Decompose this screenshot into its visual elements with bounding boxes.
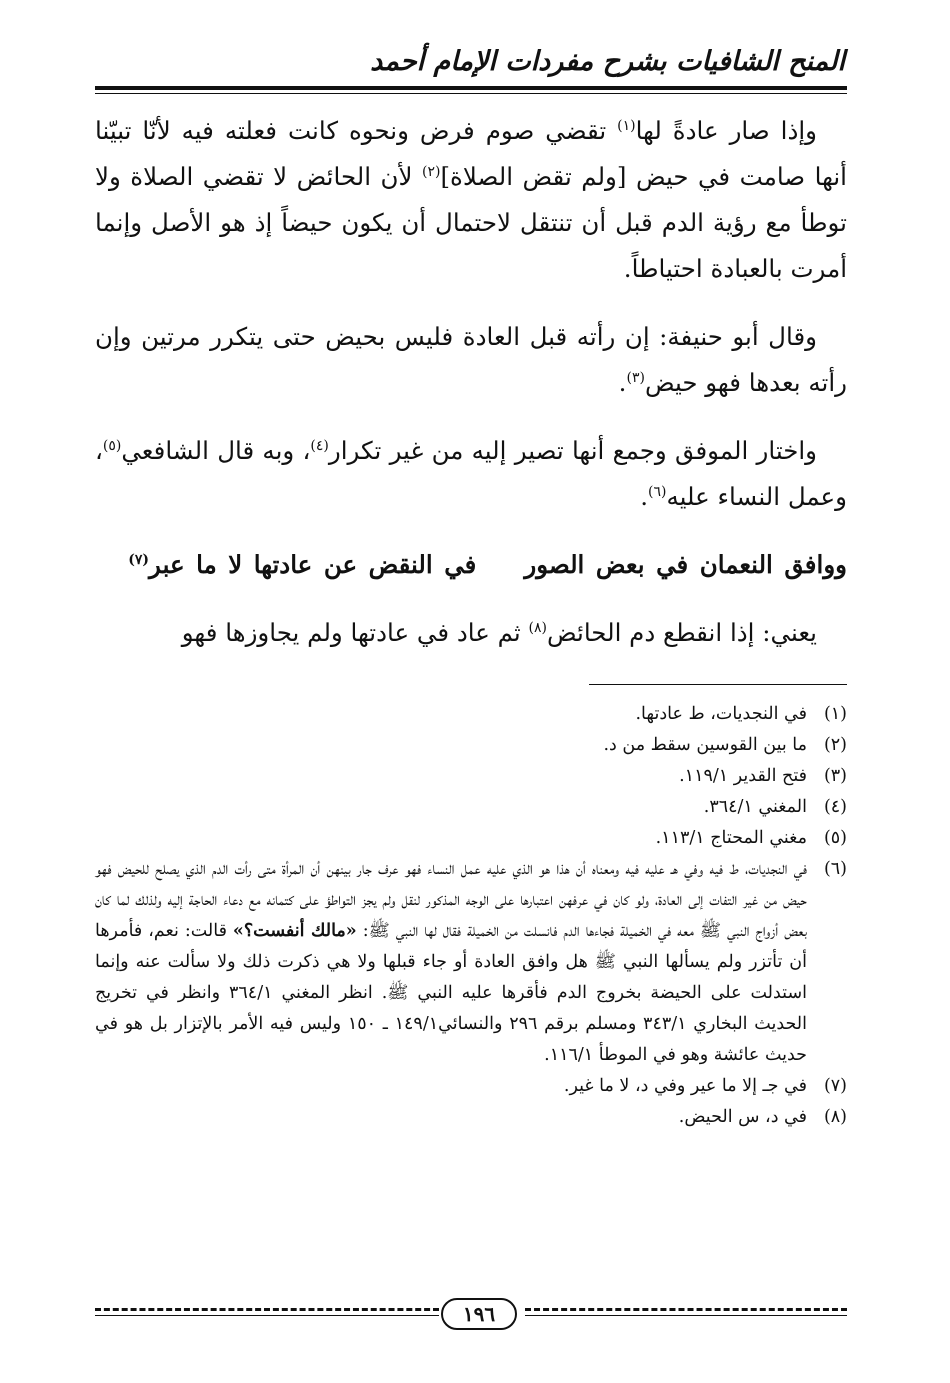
- footnote-3: [95, 761, 847, 792]
- text-run: لأن الحائض لا تقضي الصلاة ولا توطأ مع رؤية الدم قبل أن تنتقل لاحتمال أن يكون حيضاً إذ هو الأصل وإنما أمرت بالعبادة احتياطاً.: [95, 162, 847, 283]
- header-rule-thin: [95, 93, 847, 94]
- paragraph-4: [95, 610, 847, 656]
- header-rule-thick: [95, 86, 847, 90]
- footnote-number: (٣): [823, 766, 847, 786]
- text-run: تقضي صوم فرض ونحوه كانت فعلته فيه لأنّا تبيّنا أنها صامت في حيض [ولم تقض الصلاة]: [95, 116, 847, 191]
- running-title: المنح الشافيات بشرح مفردات الإمام أحمد: [370, 46, 845, 77]
- footnote-ref-3[interactable]: (٣): [626, 369, 645, 386]
- footnote-ref-5[interactable]: (٥): [102, 437, 122, 454]
- verse-hemistich-2: في النقض عن عادتها لا ما عبر: [149, 550, 477, 579]
- footnote-number: (٢): [823, 735, 847, 755]
- text-run: وإذا صار عادةً لها: [635, 116, 817, 145]
- text-run: قالت: نعم، فأمرها أن تأتزر ولم يسألها النبي ﷺ هل وافق العادة أو جاء قبلها ولا هي ذكرت ذلك ولا سألت عنه وإنما استدلت على الحيضة بخروج الدم فأقرها عليه النبي ﷺ. انظر المغني ٣٦٤/١ وانظر في تخريج الحديث البخاري ٣٤٣/١ ومسلم برقم ٢٩٦ والنسائي١٤٩/١ ـ ١٥٠ وليس فيه الأمر بالإتزار بل هو في حديث عائشة وهو في الموطأ ١١٦/١.: [95, 921, 808, 1065]
- footnote-4: [95, 792, 847, 823]
- verse-hemistich-1: ووافق النعمان في بعض الصور: [524, 550, 847, 579]
- footnote-text: [95, 854, 807, 1071]
- paragraph-2: [95, 314, 847, 406]
- footnote-text: المغني ٣٦٤/١.: [703, 797, 807, 817]
- footnote-number: (٧): [823, 1076, 847, 1096]
- footnote-number: (٤): [823, 797, 847, 817]
- footnote-text: في د، س الحيض.: [678, 1107, 807, 1127]
- footnotes: [95, 699, 847, 1133]
- footnote-8: [95, 1102, 847, 1133]
- footnote-text: فتح القدير ١١٩/١.: [679, 766, 807, 786]
- footnote-ref-2[interactable]: (٢): [422, 163, 441, 180]
- footnote-ref-7[interactable]: (٧): [128, 551, 150, 568]
- footnote-separator: [589, 684, 847, 685]
- footnote-ref-4[interactable]: (٤): [310, 437, 329, 454]
- text-run: وقال أبو حنيفة: إن رأته قبل العادة فليس بحيض حتى يتكرر مرتين وإن رأته بعدها فهو حيض: [95, 322, 847, 397]
- book-page: [95, 40, 847, 1340]
- page-number: ١٩٦: [441, 1298, 517, 1330]
- page-footer: [95, 1298, 847, 1334]
- paragraph-1: [95, 108, 847, 292]
- footnote-7: [95, 1071, 847, 1102]
- footer-dash-right: [525, 1308, 847, 1311]
- footnote-number: (٨): [823, 1107, 847, 1127]
- footnote-6: [95, 854, 847, 1071]
- footnote-text: ما بين القوسين سقط من د.: [603, 735, 807, 755]
- footnote-text: في النجديات، ط عادتها.: [635, 704, 807, 724]
- text-run: ثم عاد في عادتها ولم يجاوزها فهو: [181, 618, 529, 647]
- text-run: .: [618, 368, 627, 397]
- footnote-number: (٦): [823, 859, 847, 879]
- footnote-5: [95, 823, 847, 854]
- verse-line: [95, 542, 847, 588]
- footnote-text: في جـ إلا ما عير وفي د، لا ما غير.: [563, 1076, 807, 1096]
- text-run: في النجديات، ط فيه وفي هـ عليه فيه ومعناه أن هذا هو الذي عليه عمل النساء فهو عرف جار بينهن أن المرأة متى رأت الدم الذي يصلح للحيض فهو حيض من غير التفات إلى العادة، ولو كان في عرفهن اعتبارها على الوجه المذكور لنقل ولم يجز التواطؤ على كتمانه مع دعاء الحاجة إليه ولذلك لما كان بعض أزواج النبي ﷺ معه في الخميلة فجاءها الدم فانسلت من الخميلة فقال لها النبي ﷺ:: [95, 859, 807, 941]
- footer-rule-right: [525, 1315, 847, 1316]
- footnote-number: (٥): [823, 828, 847, 848]
- footer-dash-left: [95, 1308, 439, 1311]
- paragraph-3: [95, 428, 847, 520]
- footnote-ref-6[interactable]: (٦): [648, 483, 667, 500]
- footnote-number: (١): [823, 704, 847, 724]
- text-run: يعني: إذا انقطع دم الحائض: [546, 618, 817, 647]
- hadith-quote: «مالك أنفست؟»: [232, 921, 357, 941]
- footnote-2: [95, 730, 847, 761]
- text-run: ، وعمل النساء عليه: [95, 436, 847, 511]
- footnote-text: مغني المحتاج ١١٣/١.: [655, 828, 807, 848]
- text-run: واختار الموفق وجمع أنها تصير إليه من غير تكرار: [328, 436, 817, 465]
- footnote-ref-8[interactable]: (٨): [528, 619, 547, 636]
- footer-rule-left: [95, 1315, 439, 1316]
- text-run: ، وبه قال الشافعي: [121, 436, 311, 465]
- text-run: .: [640, 482, 649, 511]
- footnote-ref-1[interactable]: (١): [617, 117, 636, 134]
- footnote-1: [95, 699, 847, 730]
- main-text: [95, 108, 847, 656]
